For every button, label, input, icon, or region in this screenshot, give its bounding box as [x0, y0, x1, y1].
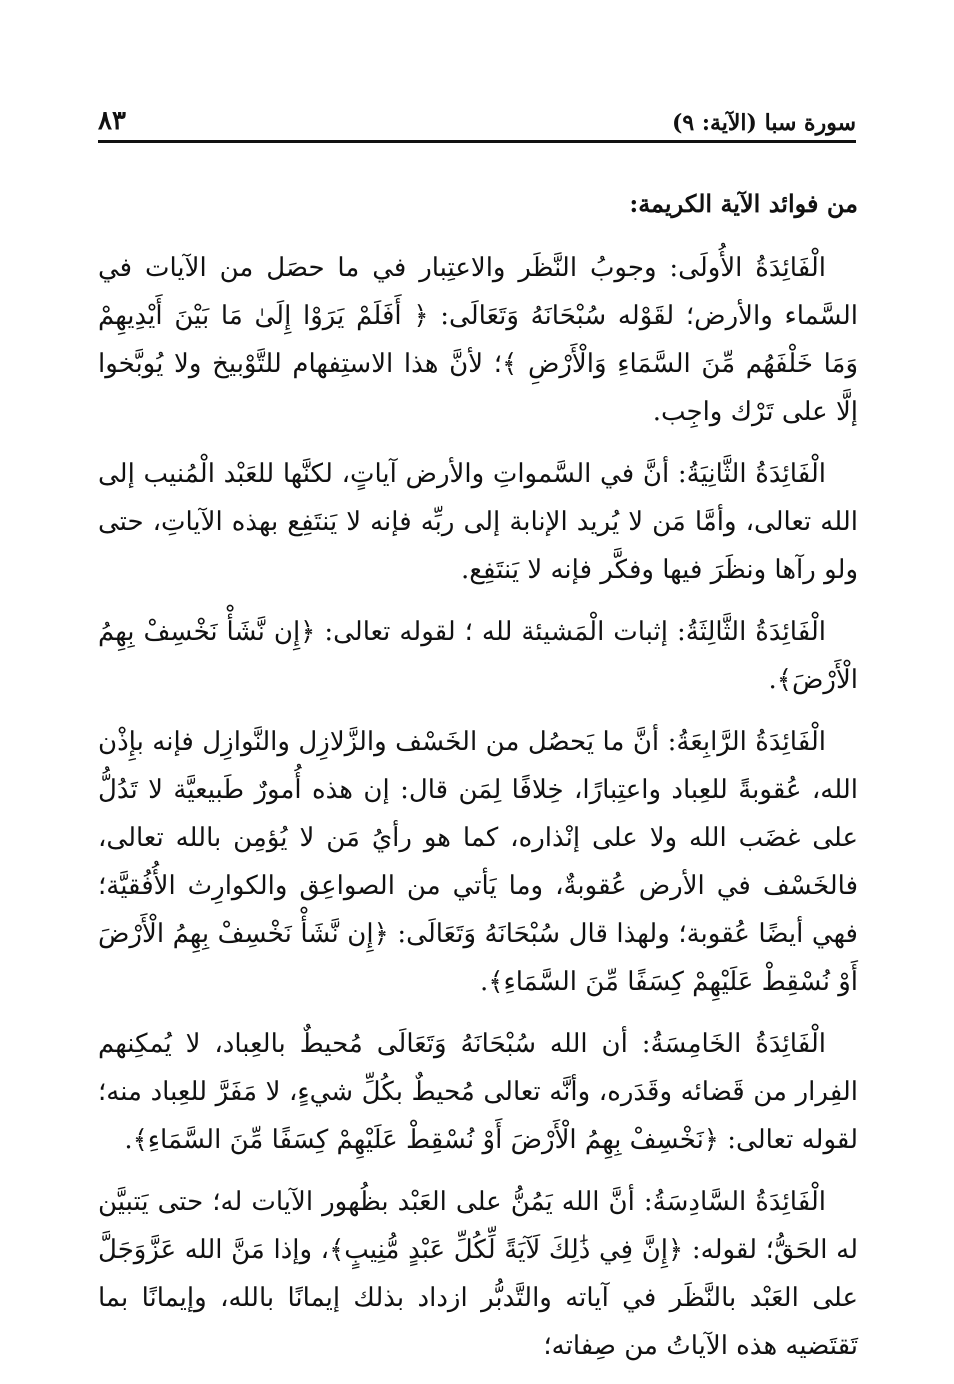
benefit-term: الْفَائِدَةُ السَّادِسَةُ: — [643, 1187, 826, 1217]
benefit-term: الْفَائِدَةُ الثَّانِيَةُ: — [677, 459, 826, 489]
benefit-paragraph-2 — [98, 450, 858, 594]
benefit-text: أن الله سُبْحَانَهُ وَتَعَالَى مُحيطٌ بالعِباد، لا يُمكِنهم الفِرار من قَضائه وقَدَره، وأنَّه تعالى مُحيطٌ بكُلِّ شيءٍ، لا مَفَرَّ للعِباد منه؛ لقوله تعالى: ﴿نَخْسِفْ بِهِمُ الْأَرْضَ أَوْ نُسْقِطْ عَلَيْهِمْ كِسَفًا مِّنَ السَّمَاءِ﴾. — [98, 1029, 858, 1155]
page-header — [98, 100, 856, 143]
benefit-text: أنَّ في السَّمواتِ والأرض آياتٍ، لكنَّها للعَبْد الْمُنيب إلى الله تعالى، وأمَّا مَن لا يُريد الإنابة إلى ربِّه فإنه لا يَنتَفِع بهذه الآياتِ، حتى ولو رآها ونظَرَ فيها وفكَّر فإنه لا يَنتَفِع. — [98, 459, 858, 585]
section-title: من فوائد الآية الكريمة: — [629, 189, 858, 218]
benefit-text: إثبات الْمَشيئة لله ؛ لقوله تعالى: ﴿إِن نَّشَأْ نَخْسِفْ بِهِمُ الْأَرْضَ﴾. — [98, 617, 858, 695]
benefit-paragraph-6 — [98, 1178, 858, 1370]
benefit-text: وجوبُ النَّظَر والاعتِبار في ما حصَل من الآيات في السَّماء والأرض؛ لقَوْله سُبْحَانَهُ وَتَعَالَى: ﴿ أَفَلَمْ يَرَوْا إِلَىٰ مَا بَيْنَ أَيْدِيهِمْ وَمَا خَلْفَهُم مِّنَ السَّمَاءِ وَالْأَرْضِ ﴾؛ لأنَّ هذا الاستِفهام للتَّوْبيخ ولا يُوبَّخوا إلَّا على تَرْك واجِب. — [98, 253, 858, 427]
benefit-text: أنَّ الله يَمُنُّ على العَبْد بظُهور الآيات له؛ حتى يَتبيَّن له الحَقُّ؛ لقوله: ﴿إِنَّ فِي ذَٰلِكَ لَآيَةً لِّكُلِّ عَبْدٍ مُّنِيبٍ﴾، وإذا مَنَّ الله عَزَّوَجَلَّ على العَبْد بالنَّظَر في آياته والتَّدبُّر ازداد بذلك إيمانًا بالله، وإيمانًا بما تَقتَضيه هذه الآياتُ من صِفاته؛ — [98, 1187, 858, 1361]
benefit-term: الْفَائِدَةُ الرَّابِعَةُ: — [667, 727, 827, 757]
page-number: ٨٣ — [98, 106, 126, 136]
benefit-term: الْفَائِدَةُ الثَّالِثَةُ: — [676, 617, 826, 647]
benefit-paragraph-4 — [98, 718, 858, 1006]
benefit-paragraph-1 — [98, 244, 858, 436]
surah-title: سورة سبا (الآية: ٩) — [671, 110, 856, 136]
benefit-term: الْفَائِدَةُ الخَامِسَةُ: — [641, 1029, 826, 1059]
benefit-term: الْفَائِدَةُ الأُولَى: — [669, 253, 826, 283]
benefit-paragraph-5 — [98, 1020, 858, 1164]
benefit-paragraph-3 — [98, 608, 858, 704]
page-content — [98, 180, 858, 1384]
benefit-text: أنَّ ما يَحصُل من الخَسْف والزَّلازِل والنَّوازِل فإنه بإِذْن الله، عُقوبةً للعِباد واعتِبارًا، خِلافًا لِمَن قال: إن هذه أُمورٌ طَبيعيَّة لا تَدُلُّ على غضَب الله ولا على إنْذاره، كما هو رأيُ مَن لا يُؤمِن بالله تعالى، فالخَسْف في الأرض عُقوبةٌ، وما يَأتي من الصواعِق والكوارِث الأُفُقيَّة؛ فهي أيضًا عُقوبة؛ ولهذا قال سُبْحَانَهُ وَتَعَالَى: ﴿إِن نَّشَأْ نَخْسِفْ بِهِمُ الْأَرْضَ أَوْ نُسْقِطْ عَلَيْهِمْ كِسَفًا مِّنَ السَّمَاءِ﴾. — [98, 727, 858, 997]
